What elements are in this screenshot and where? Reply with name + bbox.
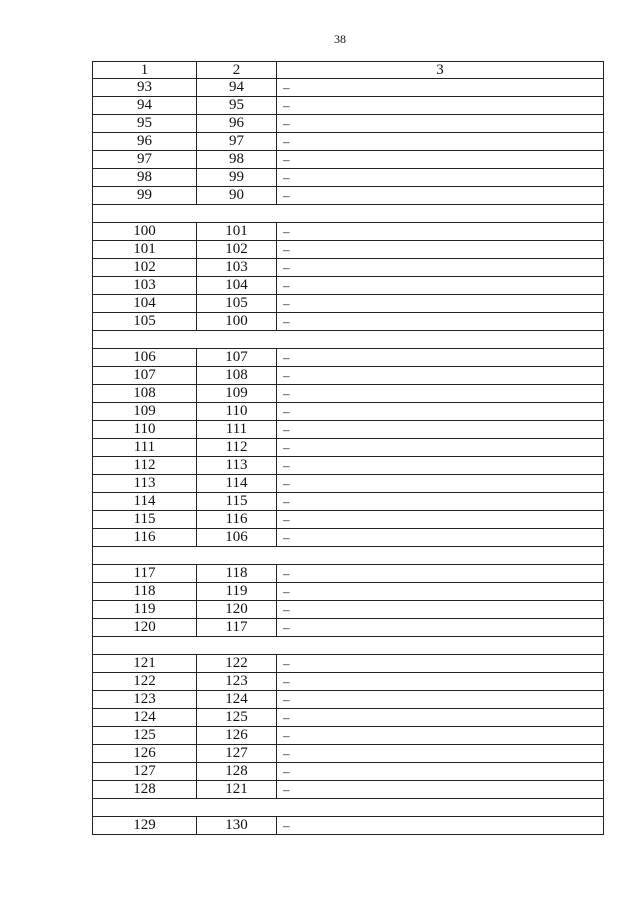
- cell-col-2: 111: [197, 421, 277, 439]
- cell-col-2: 115: [197, 493, 277, 511]
- table-row: [93, 367, 604, 385]
- table-row: [93, 655, 604, 673]
- cell-col-1: 124: [93, 709, 197, 727]
- separator-cell: [93, 205, 604, 223]
- cell-col-1: 126: [93, 745, 197, 763]
- cell-col-1: 102: [93, 259, 197, 277]
- table-row: [93, 691, 604, 709]
- cell-col-3: –: [277, 385, 604, 403]
- cell-col-3: –: [277, 817, 604, 835]
- group-separator-row: [93, 205, 604, 223]
- cell-col-1: 97: [93, 151, 197, 169]
- column-header-2: 2: [197, 62, 277, 79]
- cell-col-3: –: [277, 115, 604, 133]
- cell-col-1: 101: [93, 241, 197, 259]
- cell-col-1: 129: [93, 817, 197, 835]
- table-row: [93, 763, 604, 781]
- cell-col-3: –: [277, 259, 604, 277]
- cell-col-1: 111: [93, 439, 197, 457]
- table-row: [93, 817, 604, 835]
- cell-col-1: 128: [93, 781, 197, 799]
- cell-col-3: –: [277, 655, 604, 673]
- cell-col-1: 94: [93, 97, 197, 115]
- table-row: [93, 439, 604, 457]
- table-body: [93, 79, 604, 835]
- cell-col-3: –: [277, 601, 604, 619]
- table-row: [93, 187, 604, 205]
- group-separator-row: [93, 331, 604, 349]
- cell-col-1: 122: [93, 673, 197, 691]
- table-row: [93, 277, 604, 295]
- cell-col-1: 106: [93, 349, 197, 367]
- table-row: [93, 673, 604, 691]
- cell-col-1: 118: [93, 583, 197, 601]
- cell-col-2: 106: [197, 529, 277, 547]
- cell-col-3: –: [277, 781, 604, 799]
- cell-col-2: 102: [197, 241, 277, 259]
- cell-col-3: –: [277, 763, 604, 781]
- cell-col-1: 100: [93, 223, 197, 241]
- cell-col-3: –: [277, 583, 604, 601]
- cell-col-1: 104: [93, 295, 197, 313]
- cell-col-3: –: [277, 295, 604, 313]
- cell-col-3: –: [277, 673, 604, 691]
- cell-col-2: 119: [197, 583, 277, 601]
- cell-col-2: 99: [197, 169, 277, 187]
- cell-col-1: 105: [93, 313, 197, 331]
- separator-cell: [93, 799, 604, 817]
- cell-col-2: 90: [197, 187, 277, 205]
- cell-col-2: 107: [197, 349, 277, 367]
- cell-col-1: 98: [93, 169, 197, 187]
- cell-col-3: –: [277, 709, 604, 727]
- cell-col-2: 120: [197, 601, 277, 619]
- table-row: [93, 619, 604, 637]
- cell-col-1: 110: [93, 421, 197, 439]
- table-row: [93, 385, 604, 403]
- column-header-1: 1: [93, 62, 197, 79]
- cell-col-3: –: [277, 457, 604, 475]
- cell-col-2: 122: [197, 655, 277, 673]
- cell-col-1: 116: [93, 529, 197, 547]
- cell-col-2: 112: [197, 439, 277, 457]
- cell-col-2: 98: [197, 151, 277, 169]
- cell-col-3: –: [277, 475, 604, 493]
- cell-col-3: –: [277, 313, 604, 331]
- cell-col-2: 103: [197, 259, 277, 277]
- cell-col-1: 119: [93, 601, 197, 619]
- table-row: [93, 745, 604, 763]
- cell-col-1: 121: [93, 655, 197, 673]
- group-separator-row: [93, 799, 604, 817]
- column-header-3: 3: [277, 62, 604, 79]
- cell-col-2: 114: [197, 475, 277, 493]
- cell-col-1: 109: [93, 403, 197, 421]
- table-row: [93, 79, 604, 97]
- cell-col-2: 123: [197, 673, 277, 691]
- cell-col-2: 125: [197, 709, 277, 727]
- cell-col-2: 113: [197, 457, 277, 475]
- cell-col-3: –: [277, 691, 604, 709]
- cell-col-2: 127: [197, 745, 277, 763]
- cell-col-3: –: [277, 133, 604, 151]
- cell-col-3: –: [277, 511, 604, 529]
- cell-col-3: –: [277, 565, 604, 583]
- table-row: [93, 241, 604, 259]
- cell-col-2: 121: [197, 781, 277, 799]
- cell-col-3: –: [277, 223, 604, 241]
- table-row: [93, 151, 604, 169]
- cell-col-2: 126: [197, 727, 277, 745]
- table-row: [93, 583, 604, 601]
- table-row: [93, 97, 604, 115]
- table-row: [93, 493, 604, 511]
- cell-col-2: 130: [197, 817, 277, 835]
- cell-col-2: 128: [197, 763, 277, 781]
- table-row: [93, 115, 604, 133]
- cell-col-2: 96: [197, 115, 277, 133]
- table-row: [93, 403, 604, 421]
- cell-col-2: 117: [197, 619, 277, 637]
- table-row: [93, 565, 604, 583]
- table-row: [93, 781, 604, 799]
- separator-cell: [93, 637, 604, 655]
- cell-col-3: –: [277, 187, 604, 205]
- cell-col-3: –: [277, 439, 604, 457]
- cell-col-3: –: [277, 277, 604, 295]
- cell-col-2: 108: [197, 367, 277, 385]
- cell-col-1: 96: [93, 133, 197, 151]
- cell-col-1: 127: [93, 763, 197, 781]
- table-row: [93, 133, 604, 151]
- cell-col-3: –: [277, 727, 604, 745]
- cell-col-1: 107: [93, 367, 197, 385]
- cell-col-3: –: [277, 619, 604, 637]
- table-row: [93, 349, 604, 367]
- cell-col-1: 99: [93, 187, 197, 205]
- cell-col-2: 116: [197, 511, 277, 529]
- cell-col-3: –: [277, 745, 604, 763]
- cell-col-1: 117: [93, 565, 197, 583]
- table-row: [93, 511, 604, 529]
- page-number: 38: [334, 32, 346, 46]
- table-row: [93, 475, 604, 493]
- cell-col-3: –: [277, 169, 604, 187]
- table-row: [93, 727, 604, 745]
- table-row: [93, 529, 604, 547]
- separator-cell: [93, 331, 604, 349]
- cell-col-1: 115: [93, 511, 197, 529]
- cell-col-3: –: [277, 97, 604, 115]
- cell-col-2: 97: [197, 133, 277, 151]
- cell-col-1: 123: [93, 691, 197, 709]
- cell-col-3: –: [277, 529, 604, 547]
- cell-col-2: 104: [197, 277, 277, 295]
- cell-col-2: 105: [197, 295, 277, 313]
- table-row: [93, 709, 604, 727]
- cell-col-2: 110: [197, 403, 277, 421]
- cell-col-2: 124: [197, 691, 277, 709]
- cell-col-2: 100: [197, 313, 277, 331]
- cell-col-1: 93: [93, 79, 197, 97]
- cell-col-3: –: [277, 367, 604, 385]
- data-table-container: [92, 61, 604, 835]
- table-row: [93, 313, 604, 331]
- group-separator-row: [93, 547, 604, 565]
- cell-col-3: –: [277, 349, 604, 367]
- cell-col-2: 101: [197, 223, 277, 241]
- table-row: [93, 169, 604, 187]
- cell-col-1: 114: [93, 493, 197, 511]
- group-separator-row: [93, 637, 604, 655]
- cell-col-2: 95: [197, 97, 277, 115]
- cell-col-3: –: [277, 151, 604, 169]
- table-row: [93, 457, 604, 475]
- header-row: [93, 62, 604, 79]
- cell-col-3: –: [277, 241, 604, 259]
- separator-cell: [93, 547, 604, 565]
- cell-col-1: 125: [93, 727, 197, 745]
- cell-col-1: 108: [93, 385, 197, 403]
- cell-col-2: 94: [197, 79, 277, 97]
- cell-col-2: 109: [197, 385, 277, 403]
- table-row: [93, 601, 604, 619]
- cell-col-1: 120: [93, 619, 197, 637]
- cell-col-1: 113: [93, 475, 197, 493]
- table-header: [93, 62, 604, 79]
- cell-col-3: –: [277, 403, 604, 421]
- cell-col-1: 103: [93, 277, 197, 295]
- table-row: [93, 223, 604, 241]
- cell-col-3: –: [277, 79, 604, 97]
- table-row: [93, 295, 604, 313]
- cell-col-3: –: [277, 493, 604, 511]
- table-row: [93, 259, 604, 277]
- data-table: [92, 61, 604, 835]
- cell-col-1: 112: [93, 457, 197, 475]
- cell-col-2: 118: [197, 565, 277, 583]
- cell-col-1: 95: [93, 115, 197, 133]
- cell-col-3: –: [277, 421, 604, 439]
- table-row: [93, 421, 604, 439]
